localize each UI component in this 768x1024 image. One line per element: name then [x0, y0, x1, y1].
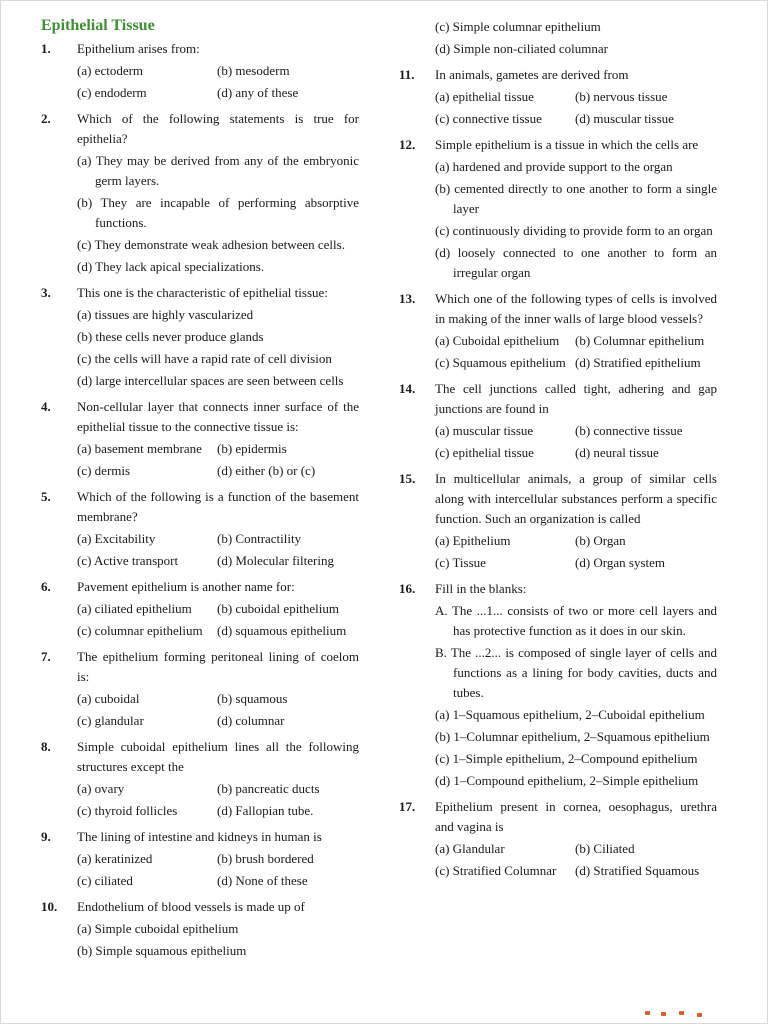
- question-stem: [41, 577, 359, 597]
- question-stem: [41, 827, 359, 847]
- option-row: [77, 779, 359, 799]
- question-text: The epithelium forming peritoneal lining of coelom is:: [77, 649, 359, 684]
- question-item: [399, 65, 717, 135]
- question-number: 1.: [41, 41, 51, 56]
- question-item: [41, 897, 359, 961]
- brand-mark-icon: [645, 1011, 715, 1017]
- question-number: 16.: [399, 581, 416, 596]
- answer-option: (b) 1–Columnar epithelium, 2–Squamous epithelium: [435, 729, 710, 744]
- answer-option: (c) the cells will have a rapid rate of cell division: [77, 351, 332, 366]
- answer-option: (b) Simple squamous epithelium: [77, 943, 247, 958]
- answer-option: (d) They lack apical specializations.: [77, 259, 265, 274]
- answer-option: (a) basement membrane: [77, 441, 202, 456]
- question-stem: [399, 469, 717, 529]
- question-stem: [41, 109, 359, 149]
- answer-option: (b) Ciliated: [575, 841, 635, 856]
- question-text: Non-cellular layer that connects inner surface of the epithelial tissue to the connective tissue is:: [77, 399, 359, 434]
- question-item: [399, 469, 717, 579]
- question-number: 8.: [41, 739, 51, 754]
- answer-option: (a) ciliated epithelium: [77, 601, 192, 616]
- question-item: [41, 397, 359, 487]
- right-column: [399, 15, 717, 883]
- question-text: In animals, gametes are derived from: [435, 67, 629, 82]
- options-group: [435, 839, 717, 881]
- question-number: 4.: [41, 399, 51, 414]
- answer-option: (d) muscular tissue: [575, 111, 674, 126]
- question-item: [41, 827, 359, 897]
- answer-option: (a) epithelial tissue: [435, 89, 534, 104]
- question-text: Fill in the blanks:: [435, 581, 527, 596]
- question-item: [41, 577, 359, 647]
- option-row: [77, 801, 359, 821]
- options-group: [77, 305, 359, 391]
- options-group: [77, 689, 359, 731]
- options-group: [77, 151, 359, 277]
- options-group: [77, 529, 359, 571]
- answer-option: (b) squamous: [217, 691, 288, 706]
- answer-option: (b) pancreatic ducts: [217, 781, 320, 796]
- section-title: Epithelial Tissue: [41, 17, 155, 34]
- answer-option: (a) Simple cuboidal epithelium: [77, 921, 239, 936]
- answer-option: (c) Active transport: [77, 553, 179, 568]
- option-row: [435, 331, 717, 351]
- answer-option: (d) columnar: [217, 713, 285, 728]
- question-stem: [41, 897, 359, 917]
- question-number: 7.: [41, 649, 51, 664]
- question-stem: [41, 737, 359, 777]
- fill-blank-statement: A. The ...1... consists of two or more cell layers and has protective function as it does in our skin.: [435, 603, 717, 638]
- answer-option: (b) Organ: [575, 533, 626, 548]
- question-item: [41, 487, 359, 577]
- question-number: 14.: [399, 381, 416, 396]
- answer-option: (d) either (b) or (c): [217, 463, 316, 478]
- answer-option: (b) cemented directly to one another to form a single layer: [435, 181, 717, 216]
- option-row: [435, 531, 717, 551]
- left-column: [41, 15, 359, 963]
- question-text: Simple cuboidal epithelium lines all the following structures except the: [77, 739, 359, 774]
- question-item: [399, 797, 717, 881]
- question-item: [399, 579, 717, 797]
- question-stem: [41, 647, 359, 687]
- question-stem: [399, 289, 717, 329]
- answer-option: (c) Tissue: [435, 555, 486, 570]
- question-number: 2.: [41, 111, 51, 126]
- answer-option: (c) columnar epithelium: [77, 623, 203, 638]
- question-number: 3.: [41, 285, 51, 300]
- answer-option: (d) Organ system: [575, 555, 666, 570]
- answer-option: (a) Glandular: [435, 841, 505, 856]
- question-item: [41, 283, 359, 397]
- question-number: 15.: [399, 471, 416, 486]
- option-row: [435, 109, 717, 129]
- right-question-list: [399, 65, 717, 881]
- question-item: [41, 647, 359, 737]
- answer-option: (a) cuboidal: [77, 691, 140, 706]
- option-row: [435, 861, 717, 881]
- answer-option: (d) Fallopian tube.: [217, 803, 314, 818]
- option-row: [77, 83, 359, 103]
- question-number: 11.: [399, 67, 415, 82]
- options-group: [77, 599, 359, 641]
- question-stem: [399, 797, 717, 837]
- question-number: 6.: [41, 579, 51, 594]
- option-row: [77, 849, 359, 869]
- answer-option: (b) connective tissue: [575, 423, 683, 438]
- option-row: [435, 553, 717, 573]
- question-stem: [399, 135, 717, 155]
- options-group: [435, 157, 717, 283]
- answer-option: (d) Simple non-ciliated columnar: [435, 41, 608, 56]
- answer-option: (a) 1–Squamous epithelium, 2–Cuboidal epithelium: [435, 707, 705, 722]
- answer-option: (d) squamous epithelium: [217, 623, 347, 638]
- options-group: [435, 87, 717, 129]
- option-row: [435, 353, 717, 373]
- answer-option: (b) epidermis: [217, 441, 287, 456]
- option-row: [77, 621, 359, 641]
- option-row: [77, 551, 359, 571]
- option-row: [77, 711, 359, 731]
- question-text: The cell junctions called tight, adhering and gap junctions are found in: [435, 381, 717, 416]
- question-number: 13.: [399, 291, 416, 306]
- question-stem: [399, 65, 717, 85]
- question-text: Which of the following is a function of the basement membrane?: [77, 489, 359, 524]
- answer-option: (b) Contractility: [217, 531, 302, 546]
- answer-option: (b) nervous tissue: [575, 89, 668, 104]
- question-text: Which of the following statements is true for epithelia?: [77, 111, 359, 146]
- answer-option: (d) any of these: [217, 85, 299, 100]
- answer-option: (a) Cuboidal epithelium: [435, 333, 560, 348]
- fill-blank-statement: B. The ...2... is composed of single layer of cells and functions as a lining for body cavities, ducts and tubes.: [435, 645, 717, 700]
- answer-option: (c) thyroid follicles: [77, 803, 178, 818]
- answer-option: (c) endoderm: [77, 85, 147, 100]
- option-row: [77, 599, 359, 619]
- answer-option: (a) keratinized: [77, 851, 153, 866]
- question-stem: [41, 39, 359, 59]
- question-text: Which one of the following types of cells is involved in making of the inner walls of large blood vessels?: [435, 291, 717, 326]
- answer-option: (a) hardened and provide support to the organ: [435, 159, 673, 174]
- question-number: 5.: [41, 489, 51, 504]
- question-number: 17.: [399, 799, 416, 814]
- options-group: [77, 61, 359, 103]
- question-stem: [41, 487, 359, 527]
- answer-option: (d) loosely connected to one another to form an irregular organ: [435, 245, 717, 280]
- question-text: The lining of intestine and kidneys in human is: [77, 829, 322, 844]
- question-text: Epithelium arises from:: [77, 41, 200, 56]
- question-item: [41, 109, 359, 283]
- question-text: In multicellular animals, a group of similar cells along with intercellular substances perform a specific function. Such an organization is called: [435, 471, 717, 526]
- answer-option: (d) neural tissue: [575, 445, 659, 460]
- answer-option: (b) cuboidal epithelium: [217, 601, 340, 616]
- answer-option: (a) They may be derived from any of the embryonic germ layers.: [77, 153, 359, 188]
- options-group: [435, 331, 717, 373]
- option-row: [77, 61, 359, 81]
- question-10-continued-options: [435, 17, 717, 65]
- answer-option: (d) Stratified Squamous: [575, 863, 700, 878]
- option-row: [77, 439, 359, 459]
- option-row: [435, 839, 717, 859]
- answer-option: (c) glandular: [77, 713, 144, 728]
- answer-option: (a) Epithelium: [435, 533, 511, 548]
- answer-option: (b) Columnar epithelium: [575, 333, 705, 348]
- options-group: [77, 779, 359, 821]
- question-number: 9.: [41, 829, 51, 844]
- question-text: Pavement epithelium is another name for:: [77, 579, 295, 594]
- answer-option: (d) 1–Compound epithelium, 2–Simple epithelium: [435, 773, 699, 788]
- answer-option: (a) Excitability: [77, 531, 156, 546]
- question-text: Epithelium present in cornea, oesophagus, urethra and vagina is: [435, 799, 717, 834]
- options-group: [435, 421, 717, 463]
- option-row: [77, 529, 359, 549]
- question-item: [41, 737, 359, 827]
- left-question-list: [41, 39, 359, 961]
- question-stem: [41, 397, 359, 437]
- options-group: [435, 531, 717, 573]
- answer-option: (c) They demonstrate weak adhesion between cells.: [77, 237, 345, 252]
- answer-option: (d) Molecular filtering: [217, 553, 334, 568]
- answer-option: (c) Simple columnar epithelium: [435, 19, 601, 34]
- answer-option: (d) Stratified epithelium: [575, 355, 701, 370]
- answer-option: (b) mesoderm: [217, 63, 290, 78]
- answer-option: (b) these cells never produce glands: [77, 329, 264, 344]
- question-text: Simple epithelium is a tissue in which the cells are: [435, 137, 699, 152]
- answer-option: (c) epithelial tissue: [435, 445, 534, 460]
- option-row: [77, 871, 359, 891]
- question-text: Endothelium of blood vessels is made up of: [77, 899, 305, 914]
- question-stem: [41, 283, 359, 303]
- options-group: [435, 705, 717, 791]
- answer-option: (b) brush bordered: [217, 851, 314, 866]
- question-item: [41, 39, 359, 109]
- question-item: [399, 135, 717, 289]
- answer-option: (a) muscular tissue: [435, 423, 534, 438]
- options-group: [77, 439, 359, 481]
- answer-option: (d) large intercellular spaces are seen between cells: [77, 373, 344, 388]
- option-row: [435, 87, 717, 107]
- answer-option: (c) Stratified Columnar: [435, 863, 557, 878]
- option-row: [435, 421, 717, 441]
- option-row: [435, 443, 717, 463]
- answer-option: (a) ectoderm: [77, 63, 144, 78]
- answer-option: (c) continuously dividing to provide form to an organ: [435, 223, 713, 238]
- question-item: [399, 289, 717, 379]
- question-stem: [399, 379, 717, 419]
- answer-option: (c) 1–Simple epithelium, 2–Compound epithelium: [435, 751, 698, 766]
- question-item: [399, 379, 717, 469]
- answer-option: (c) dermis: [77, 463, 131, 478]
- options-group: [77, 849, 359, 891]
- question-text: This one is the characteristic of epithelial tissue:: [77, 285, 328, 300]
- question-number: 12.: [399, 137, 416, 152]
- answer-option: (c) connective tissue: [435, 111, 542, 126]
- answer-option: (a) tissues are highly vascularized: [77, 307, 254, 322]
- question-stem: [399, 579, 717, 599]
- answer-option: (d) None of these: [217, 873, 308, 888]
- option-row: [77, 461, 359, 481]
- option-row: [77, 689, 359, 709]
- options-group: [77, 919, 359, 961]
- answer-option: (a) ovary: [77, 781, 125, 796]
- answer-option: (c) ciliated: [77, 873, 133, 888]
- answer-option: (b) They are incapable of performing absorptive functions.: [77, 195, 359, 230]
- question-number: 10.: [41, 899, 58, 914]
- answer-option: (c) Squamous epithelium: [435, 355, 566, 370]
